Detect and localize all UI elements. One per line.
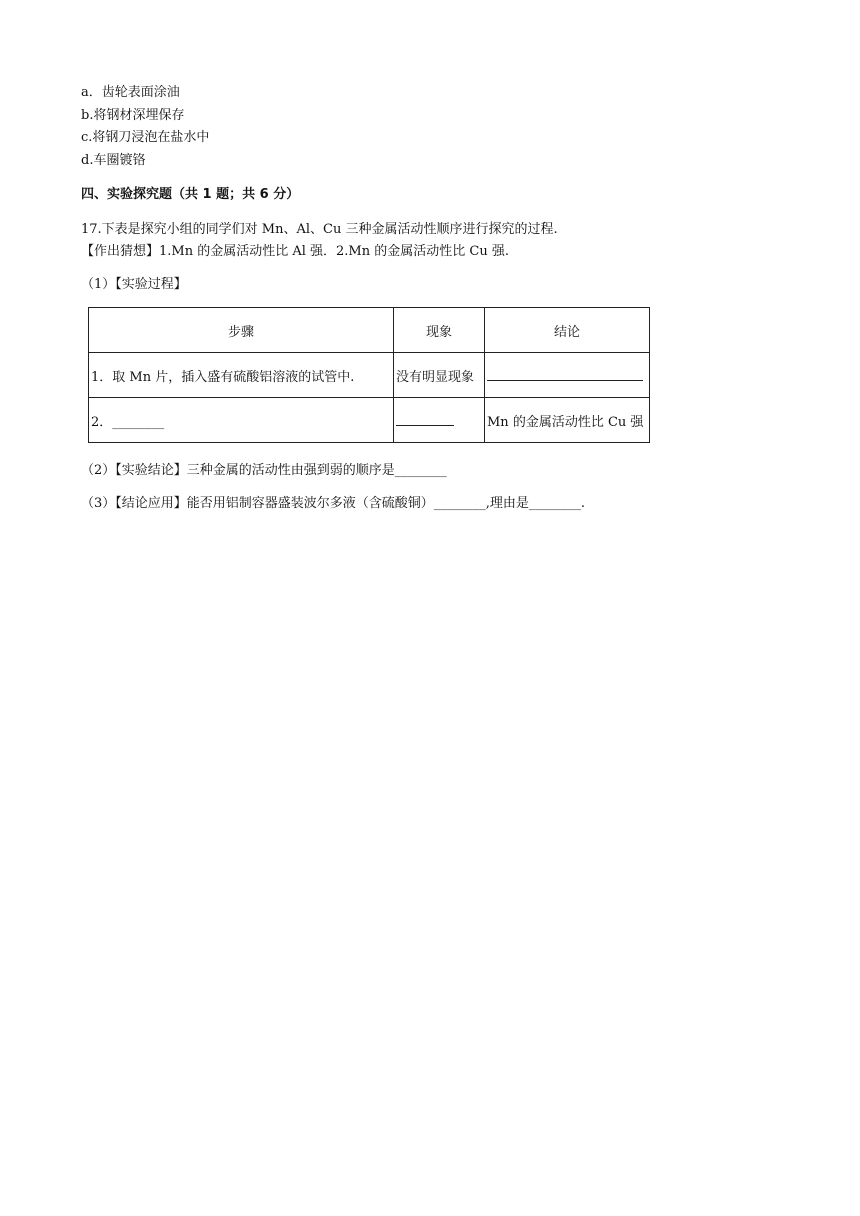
part1-heading: （1）【实验过程】	[81, 277, 187, 292]
section-heading: 四、实验探究题（共 1 题；共 6 分）	[81, 187, 300, 202]
part3-line: （3）【结论应用】能否用铝制容器盛装波尔多液（含硫酸铜）________,理由是________.	[81, 496, 586, 511]
row1-step: 1．取 Mn 片，插入盛有硫酸铝溶液的试管中.	[89, 353, 394, 398]
row2-conclusion: Mn 的金属活动性比 Cu 强	[485, 398, 650, 443]
option-d: d.车圈镀铬	[81, 153, 146, 168]
row2-phenomenon-blank[interactable]	[394, 398, 485, 443]
table-header-row	[89, 308, 650, 353]
row1-phenomenon: 没有明显现象	[394, 353, 485, 398]
header-step: 步骤	[89, 308, 394, 353]
header-phenomenon: 现象	[394, 308, 485, 353]
hypothesis-line: 【作出猜想】1.Mn 的金属活动性比 Al 强．2.Mn 的金属活动性比 Cu 强.	[81, 244, 509, 259]
answer-blank[interactable]	[396, 411, 454, 426]
row1-conclusion-blank[interactable]	[485, 353, 650, 398]
experiment-table	[88, 307, 650, 443]
header-conclusion: 结论	[485, 308, 650, 353]
option-a: a．齿轮表面涂油	[81, 85, 180, 100]
part2-line: （2）【实验结论】三种金属的活动性由强到弱的顺序是________	[81, 463, 447, 478]
option-b: b.将钢材深埋保存	[81, 108, 185, 123]
table-row	[89, 398, 650, 443]
answer-blank[interactable]	[487, 366, 643, 381]
table-row	[89, 353, 650, 398]
option-c: c.将钢刀浸泡在盐水中	[81, 130, 210, 145]
question-stem: 17.下表是探究小组的同学们对 Mn、Al、Cu 三种金属活动性顺序进行探究的过程.	[81, 222, 558, 237]
row2-step: 2．________	[89, 398, 394, 443]
